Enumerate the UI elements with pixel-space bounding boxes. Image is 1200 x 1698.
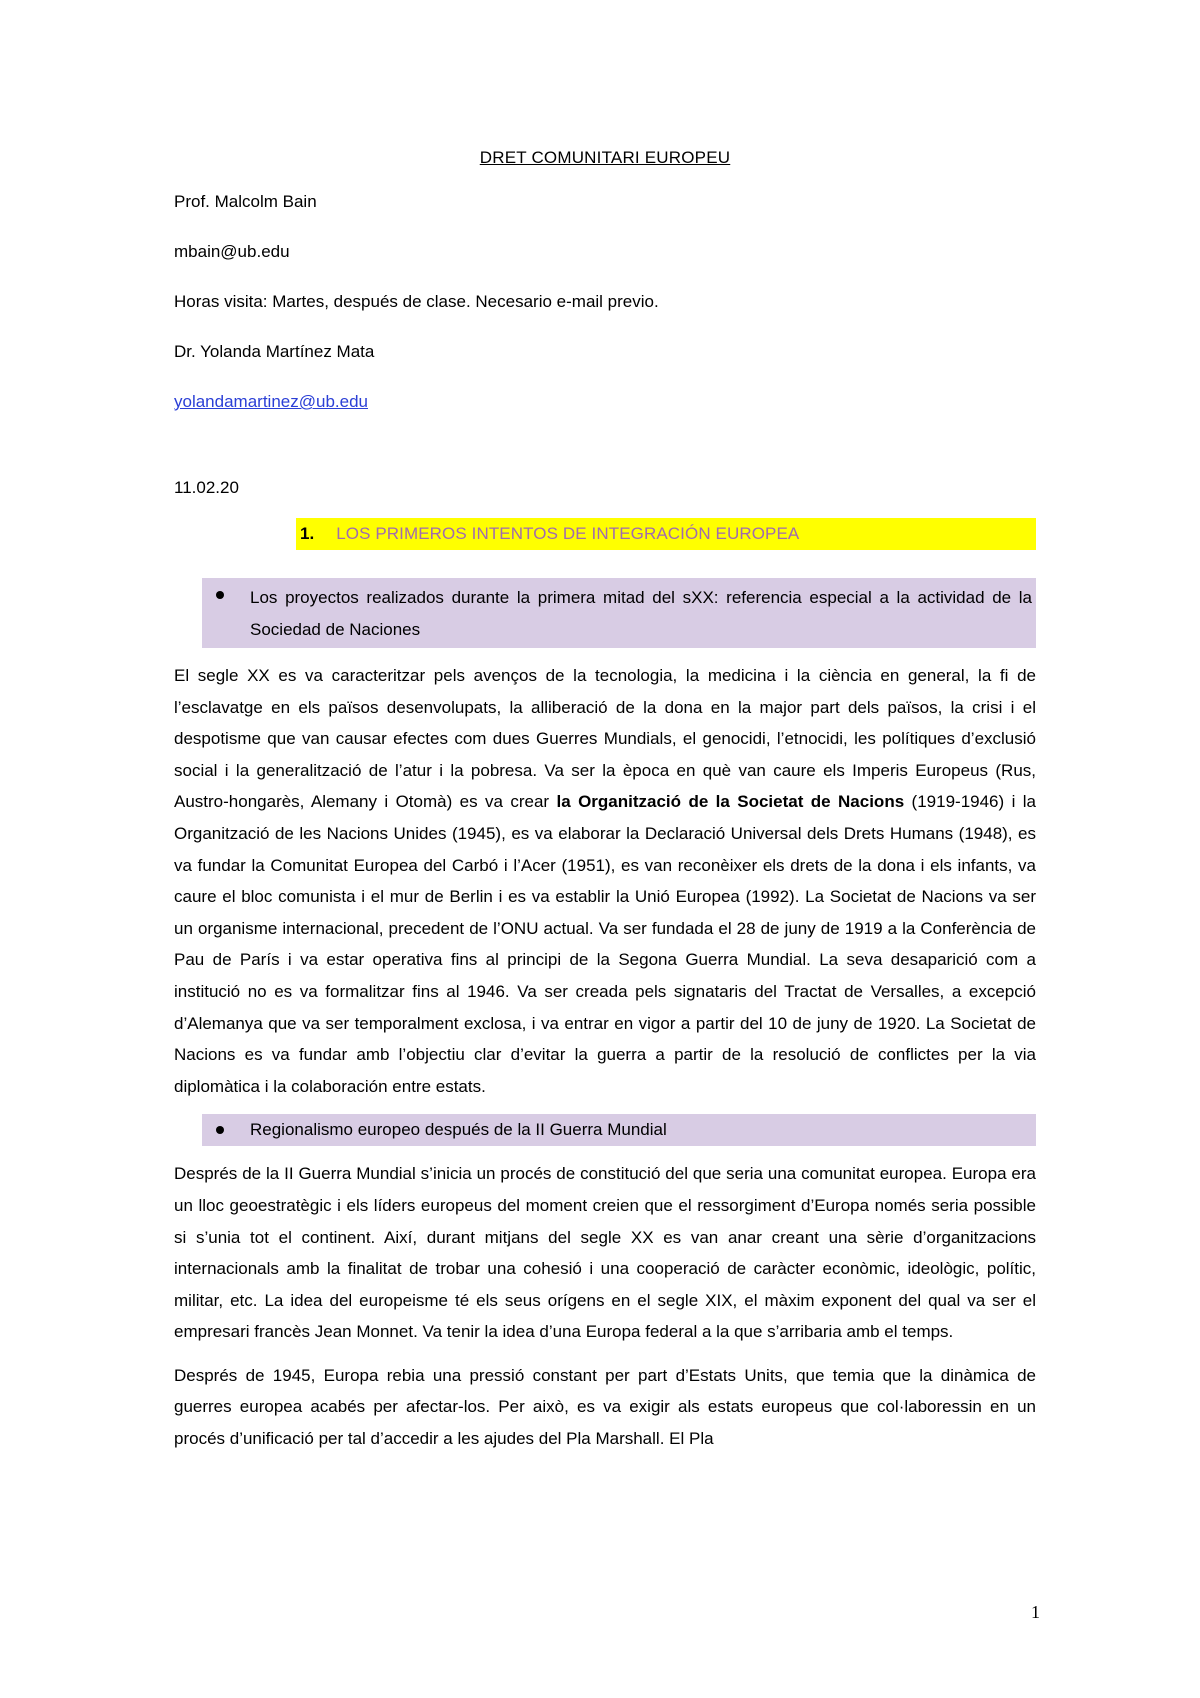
lecture-date: 11.02.20 bbox=[174, 478, 239, 497]
page-number: 1 bbox=[1031, 1602, 1040, 1622]
paragraph-1-bold: la Organització de la Societat de Nacions bbox=[556, 792, 905, 812]
paragraph-3: Després de 1945, Europa rebia una pressió constant per part d’Estats Units, que temia que la dinàmica de guerres europea acabés per afectar-los. Per això, es va exigir als estats europeus que col·laboressin en un procés d’unificació per tal d’accedir a les ajudes del Pla Marshall. El Pla bbox=[174, 1365, 1036, 1449]
paragraph-1 bbox=[174, 660, 1036, 1102]
section-heading-1 bbox=[296, 518, 1036, 550]
section-title: LOS PRIMEROS INTENTOS DE INTEGRACIÓN EUROPEA bbox=[336, 524, 800, 543]
bullet-icon bbox=[216, 1126, 224, 1134]
professor-1-email: mbain@ub.edu bbox=[174, 242, 290, 261]
office-hours: Horas visita: Martes, después de clase. Necesario e-mail previo. bbox=[174, 292, 659, 311]
professor-2-name: Dr. Yolanda Martínez Mata bbox=[174, 342, 375, 361]
document-content bbox=[174, 148, 1036, 1467]
paragraph-2: Després de la II Guerra Mundial s’inicia un procés de constitució del que seria una comunitat europea. Europa era un lloc geoestratègic i els líders europeus del moment creien que el ressorgiment d’Europa només seria possible si s’unia tot el continent. Així, durant mitjans del segle XX es van anar creant una sèrie d’organitzacions internacionals amb la finalitat de trobar una cohesió i una cooperació de caràcter econòmic, ideològic, polític, militar, etc. La idea del europeisme té els seus orígens en el segle XIX, el màxim exponent del qual va ser el empresari francès Jean Monnet. Va tenir la idea d’una Europa federal a la que s’arribaria amb el temps. bbox=[174, 1164, 1036, 1342]
subsection-heading-1 bbox=[202, 578, 1036, 648]
paragraph-1-part-a: El segle XX es va caracteritzar pels avenços de la tecnologia, la medicina i la ciència en general, la fi de l’esclavatge en els països desenvolupats, la alliberació de la dona en la major part dels països, la crisi i el despotisme que van causar efectes com dues Guerres Mundials, el genocidi, l’etnocidi, les polítiques d’exclusió social i la generalització de l’atur i la pobresa. Va ser la època en què van caure els Imperis Europeus (Rus, Austro-hongarès, Alemany i Otomà) es va crear bbox=[174, 666, 1036, 812]
subsection-title: Regionalismo europeo después de la II Guerra Mundial bbox=[250, 1120, 667, 1140]
professor-2-email-link[interactable] bbox=[174, 390, 1036, 414]
section-number: 1. bbox=[300, 524, 315, 543]
professor-1-name: Prof. Malcolm Bain bbox=[174, 192, 317, 211]
bullet-icon bbox=[216, 591, 224, 599]
paragraph-1-part-b: (1919-1946) i la Organització de les Nacions Unides (1945), es va elaborar la Declaració Universal dels Drets Humans (1948), es va fundar la Comunitat Europea del Carbó i l’Acer (1951), es van reconèixer els drets de la dona i els infants, va caure el bloc comunista i el mur de Berlin i es va establir la Unió Europea (1992). La Societat de Nacions va ser un organisme internacional, precedent de l’ONU actual. Va ser fundada el 28 de juny de 1919 a la Conferència de Pau de París i va estar operativa fins al principi de la Segona Guerra Mundial. La seva desaparició com a institució no es va formalitzar fins al 1946. Va ser creada pels signataris del Tractat de Versalles, a excepció d’Alemanya que va ser temporalment exclosa, i va entrar en vigor a partir del 10 de juny de 1920. La Societat de Nacions es va fundar amb l’objectiu clar d’evitar la guerra a partir de la resolució de conflictes per la via diplomàtica i la colaboración entre estats. bbox=[174, 792, 1036, 1096]
subsection-title: Los proyectos realizados durante la primera mitad del sXX: referencia especial a la actividad de la Sociedad de Naciones bbox=[250, 588, 1032, 639]
document-title: DRET COMUNITARI EUROPEU bbox=[479, 148, 731, 167]
subsection-heading-2 bbox=[202, 1114, 1036, 1146]
email-link[interactable]: yolandamartinez@ub.edu bbox=[174, 392, 368, 411]
